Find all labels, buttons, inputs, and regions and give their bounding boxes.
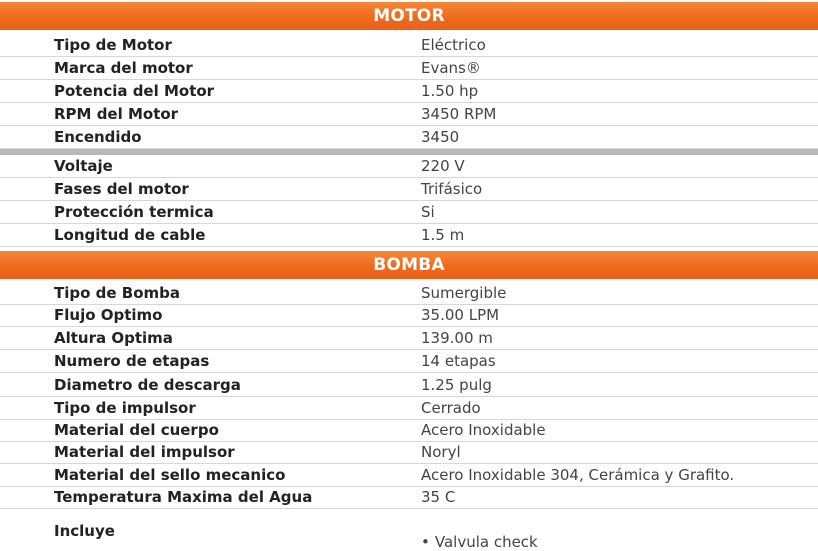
includes-label: Incluye: [54, 522, 115, 540]
spec-label: Diametro de descarga: [54, 376, 241, 394]
spec-row: [0, 224, 818, 247]
spec-row: [0, 201, 818, 224]
spec-label: RPM del Motor: [54, 105, 179, 123]
spec-row: [0, 374, 818, 397]
spec-value: Noryl: [421, 443, 461, 461]
spec-value: 3450: [421, 128, 460, 146]
spec-label: Tipo de impulsor: [54, 399, 196, 417]
spec-value: 35 C: [421, 488, 456, 506]
spec-value: Si: [421, 203, 435, 221]
spec-row: [0, 327, 818, 350]
spec-value: 35.00 LPM: [421, 306, 500, 324]
spec-label: Material del impulsor: [54, 443, 235, 461]
spec-label: Tipo de Bomba: [54, 284, 180, 302]
spec-label: Marca del motor: [54, 59, 193, 77]
spec-label: Potencia del Motor: [54, 82, 215, 100]
spec-row: [0, 103, 818, 126]
spec-row: [0, 155, 818, 178]
spec-value: 1.50 hp: [421, 82, 479, 100]
motor-section-header: [0, 2, 818, 30]
bullet-icon: •: [421, 533, 430, 551]
spec-value: 220 V: [421, 157, 465, 175]
spec-value: Acero Inoxidable 304, Cerámica y Grafito.: [421, 466, 735, 484]
spec-label: Voltaje: [54, 157, 113, 175]
spec-value: Evans®: [421, 59, 481, 77]
spec-row: [0, 419, 818, 442]
spec-row: [0, 57, 818, 80]
spec-value: 3450 RPM: [421, 105, 497, 123]
motor-section-title: MOTOR: [373, 6, 445, 26]
spec-value: 14 etapas: [421, 352, 496, 370]
spec-value: 1.5 m: [421, 226, 465, 244]
spec-row: [0, 350, 818, 373]
spec-row: [0, 282, 818, 305]
spec-value: Eléctrico: [421, 36, 486, 54]
spec-label: Flujo Optimo: [54, 306, 163, 324]
spec-value: Sumergible: [421, 284, 507, 302]
includes-item: [421, 533, 538, 551]
spec-label: Altura Optima: [54, 329, 173, 347]
bomba-section-header: [0, 251, 818, 279]
spec-value: Acero Inoxidable: [421, 421, 546, 439]
spec-row: [0, 441, 818, 464]
spec-row: [0, 126, 818, 149]
spec-value: 1.25 pulg: [421, 376, 492, 394]
spec-label: Fases del motor: [54, 180, 189, 198]
spec-row: [0, 80, 818, 103]
spec-value: Trifásico: [421, 180, 483, 198]
includes-item-text: Valvula check: [434, 533, 538, 551]
spec-label: Tipo de Motor: [54, 36, 172, 54]
spec-row: [0, 34, 818, 57]
spec-label: Temperatura Maxima del Agua: [54, 488, 313, 506]
spec-label: Material del sello mecanico: [54, 466, 286, 484]
spec-row: [0, 397, 818, 420]
spec-row: [0, 304, 818, 327]
spec-label: Longitud de cable: [54, 226, 206, 244]
spec-label: Numero de etapas: [54, 352, 210, 370]
spec-label: Protección termica: [54, 203, 214, 221]
spec-label: Encendido: [54, 128, 142, 146]
spec-value: Cerrado: [421, 399, 481, 417]
spec-row: [0, 178, 818, 201]
bomba-section-title: BOMBA: [373, 255, 445, 275]
spec-value: 139.00 m: [421, 329, 493, 347]
spec-row: [0, 486, 818, 509]
spec-label: Material del cuerpo: [54, 421, 219, 439]
spec-row: [0, 464, 818, 487]
